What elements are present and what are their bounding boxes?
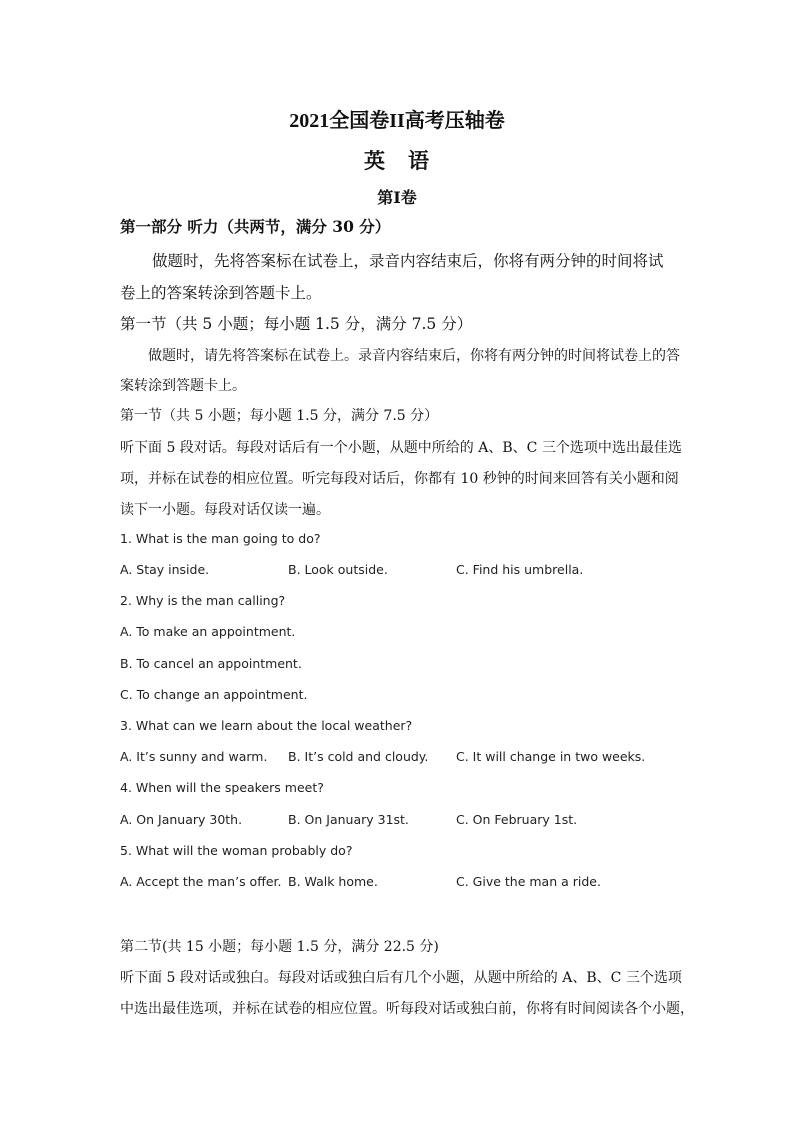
section2-line: 中选出最佳选项，并标在试卷的相应位置。听每段对话或独白前，你将有时间阅读各个小题， [120, 1001, 694, 1017]
question-stem: 2. Why is the man calling? [120, 593, 286, 608]
option-b: B. To cancel an appointment. [120, 656, 302, 671]
option-c: C. To change an appointment. [120, 687, 308, 702]
option-a: A. Accept the man’s offer. [120, 874, 282, 889]
question-stem: 1. What is the man going to do? [120, 531, 321, 546]
option-a: A. On January 30th. [120, 812, 243, 827]
exam-title: 2021全国卷II高考压轴卷 [289, 110, 505, 132]
option-b: B. Look outside. [288, 562, 388, 577]
option-c: C. It will change in two weeks. [456, 749, 646, 764]
volume-title: 第I卷 [377, 188, 417, 207]
subject-title: 英 语 [364, 148, 430, 173]
intro2-line: 做题时，请先将答案标在试卷上。录音内容结束后，你将有两分钟的时间将试卷上的答 [148, 348, 680, 364]
intro2-line: 案转涂到答题卡上。 [120, 378, 246, 394]
section2-heading: 第二节(共 15 小题；每小题 1.5 分，满分 22.5 分) [120, 939, 439, 955]
option-b: B. On January 31st. [288, 812, 409, 827]
section1-heading: 第一节（共 5 小题；每小题 1.5 分，满分 7.5 分） [120, 315, 473, 333]
question-stem: 5. What will the woman probably do? [120, 843, 353, 858]
intro-line: 卷上的答案转涂到答题卡上。 [120, 284, 322, 302]
option-a: A. To make an appointment. [120, 624, 296, 639]
instruction-line: 听下面 5 段对话。每段对话后有一个小题，从题中所给的 A、B、C 三个选项中选出最佳选 [120, 440, 682, 456]
instruction-line: 读下一小题。每段对话仅读一遍。 [120, 502, 330, 518]
question-stem: 4. When will the speakers meet? [120, 780, 324, 795]
question-stem: 3. What can we learn about the local weather? [120, 718, 413, 733]
intro-line: 做题时，先将答案标在试卷上，录音内容结束后，你将有两分钟的时间将试 [152, 252, 664, 270]
section2-line: 听下面 5 段对话或独白。每段对话或独白后有几个小题，从题中所给的 A、B、C 三个选项 [120, 970, 682, 986]
part1-heading: 第一部分 听力（共两节，满分 30 分） [120, 217, 391, 236]
option-c: C. Find his umbrella. [456, 562, 584, 577]
section1-heading-repeat: 第一节（共 5 小题；每小题 1.5 分，满分 7.5 分） [120, 408, 439, 424]
option-b: B. Walk home. [288, 874, 378, 889]
option-b: B. It’s cold and cloudy. [288, 749, 429, 764]
option-a: A. Stay inside. [120, 562, 210, 577]
instruction-line: 项，并标在试卷的相应位置。听完每段对话后，你都有 10 秒钟的时间来回答有关小题和阅 [120, 471, 679, 487]
option-c: C. On February 1st. [456, 812, 578, 827]
option-a: A. It’s sunny and warm. [120, 749, 268, 764]
option-c: C. Give the man a ride. [456, 874, 601, 889]
